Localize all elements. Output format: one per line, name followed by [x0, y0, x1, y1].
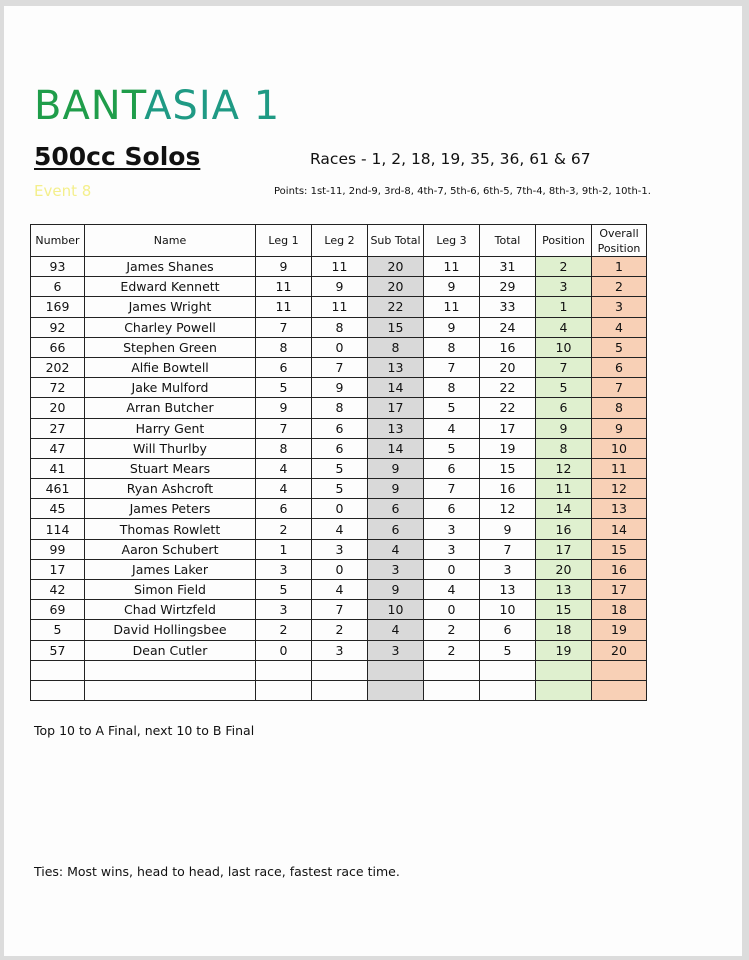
table-row	[31, 680, 647, 700]
cell-position: 6	[536, 398, 592, 418]
cell-name: Chad Wirtzfeld	[85, 600, 256, 620]
cell-leg1: 11	[256, 297, 312, 317]
cell-overall: 1	[592, 257, 647, 277]
cell-leg1: 4	[256, 458, 312, 478]
table-row	[31, 398, 647, 418]
empty-cell	[592, 680, 647, 700]
cell-total: 17	[480, 418, 536, 438]
cell-name: James Laker	[85, 559, 256, 579]
cell-number: 47	[31, 438, 85, 458]
cell-name: James Wright	[85, 297, 256, 317]
cell-leg1: 3	[256, 600, 312, 620]
empty-cell	[424, 660, 480, 680]
cell-leg3: 9	[424, 277, 480, 297]
cell-overall: 10	[592, 438, 647, 458]
table-row	[31, 640, 647, 660]
table-row	[31, 600, 647, 620]
cell-leg3: 11	[424, 297, 480, 317]
empty-cell	[31, 680, 85, 700]
empty-cell	[536, 660, 592, 680]
cell-leg1: 1	[256, 539, 312, 559]
header-overall-line2: Position	[597, 241, 641, 255]
cell-name: Edward Kennett	[85, 277, 256, 297]
cell-number: 72	[31, 378, 85, 398]
cell-leg2: 9	[312, 378, 368, 398]
cell-total: 10	[480, 600, 536, 620]
header-number: Number	[31, 225, 85, 257]
header-name: Name	[85, 225, 256, 257]
cell-leg2: 9	[312, 277, 368, 297]
cell-total: 12	[480, 499, 536, 519]
races-list: Races - 1, 2, 18, 19, 35, 36, 61 & 67	[310, 150, 591, 168]
cell-leg1: 7	[256, 317, 312, 337]
cell-position: 3	[536, 277, 592, 297]
cell-leg1: 7	[256, 418, 312, 438]
finals-note: Top 10 to A Final, next 10 to B Final	[34, 723, 255, 738]
cell-leg2: 8	[312, 317, 368, 337]
ties-note: Ties: Most wins, head to head, last race, fastest race time.	[34, 864, 400, 879]
table-row	[31, 438, 647, 458]
table-row	[31, 519, 647, 539]
cell-name: Charley Powell	[85, 317, 256, 337]
cell-subtotal: 3	[368, 559, 424, 579]
cell-leg1: 11	[256, 277, 312, 297]
results-sheet	[4, 6, 742, 956]
cell-number: 99	[31, 539, 85, 559]
cell-leg2: 7	[312, 600, 368, 620]
empty-cell	[480, 680, 536, 700]
cell-name: Jake Mulford	[85, 378, 256, 398]
cell-leg2: 4	[312, 519, 368, 539]
cell-leg1: 5	[256, 580, 312, 600]
cell-total: 24	[480, 317, 536, 337]
cell-position: 11	[536, 479, 592, 499]
empty-cell	[368, 660, 424, 680]
cell-subtotal: 4	[368, 620, 424, 640]
header-leg2: Leg 2	[312, 225, 368, 257]
cell-total: 22	[480, 398, 536, 418]
cell-position: 7	[536, 357, 592, 377]
cell-leg3: 3	[424, 519, 480, 539]
cell-name: James Peters	[85, 499, 256, 519]
cell-leg1: 5	[256, 378, 312, 398]
empty-cell	[480, 660, 536, 680]
cell-leg1: 4	[256, 479, 312, 499]
cell-overall: 5	[592, 337, 647, 357]
empty-cell	[31, 660, 85, 680]
cell-name: Will Thurlby	[85, 438, 256, 458]
cell-leg2: 11	[312, 297, 368, 317]
cell-leg3: 11	[424, 257, 480, 277]
class-title: 500cc Solos	[34, 142, 201, 171]
cell-overall: 2	[592, 277, 647, 297]
cell-leg2: 7	[312, 357, 368, 377]
cell-total: 31	[480, 257, 536, 277]
cell-number: 93	[31, 257, 85, 277]
table-row	[31, 257, 647, 277]
cell-leg1: 6	[256, 499, 312, 519]
cell-leg3: 4	[424, 580, 480, 600]
cell-leg2: 0	[312, 337, 368, 357]
empty-cell	[256, 660, 312, 680]
results-table	[30, 224, 647, 701]
cell-leg2: 3	[312, 539, 368, 559]
event-label: Event 8	[34, 182, 92, 200]
cell-number: 45	[31, 499, 85, 519]
cell-total: 13	[480, 580, 536, 600]
table-row	[31, 357, 647, 377]
cell-total: 6	[480, 620, 536, 640]
cell-leg2: 3	[312, 640, 368, 660]
cell-total: 9	[480, 519, 536, 539]
table-row	[31, 660, 647, 680]
cell-leg3: 7	[424, 357, 480, 377]
table-row	[31, 479, 647, 499]
cell-leg1: 0	[256, 640, 312, 660]
cell-name: Thomas Rowlett	[85, 519, 256, 539]
cell-leg1: 8	[256, 438, 312, 458]
cell-subtotal: 17	[368, 398, 424, 418]
cell-position: 12	[536, 458, 592, 478]
cell-position: 16	[536, 519, 592, 539]
cell-leg2: 5	[312, 479, 368, 499]
cell-position: 13	[536, 580, 592, 600]
cell-number: 92	[31, 317, 85, 337]
table-row	[31, 458, 647, 478]
cell-subtotal: 15	[368, 317, 424, 337]
cell-leg2: 0	[312, 499, 368, 519]
cell-subtotal: 6	[368, 519, 424, 539]
cell-leg2: 5	[312, 458, 368, 478]
cell-name: David Hollingsbee	[85, 620, 256, 640]
header-subtotal: Sub Total	[368, 225, 424, 257]
cell-position: 1	[536, 297, 592, 317]
cell-position: 2	[536, 257, 592, 277]
cell-subtotal: 8	[368, 337, 424, 357]
cell-subtotal: 4	[368, 539, 424, 559]
meeting-title-part-1: BANT	[34, 83, 145, 129]
meeting-title	[34, 84, 280, 128]
results-body	[31, 257, 647, 701]
cell-total: 16	[480, 337, 536, 357]
cell-leg3: 8	[424, 337, 480, 357]
cell-subtotal: 20	[368, 257, 424, 277]
cell-total: 29	[480, 277, 536, 297]
cell-leg2: 6	[312, 438, 368, 458]
cell-overall: 4	[592, 317, 647, 337]
cell-leg1: 9	[256, 398, 312, 418]
cell-overall: 20	[592, 640, 647, 660]
cell-number: 27	[31, 418, 85, 438]
cell-position: 4	[536, 317, 592, 337]
empty-cell	[85, 680, 256, 700]
cell-leg3: 3	[424, 539, 480, 559]
cell-total: 5	[480, 640, 536, 660]
cell-leg3: 5	[424, 438, 480, 458]
cell-number: 41	[31, 458, 85, 478]
table-row	[31, 277, 647, 297]
cell-leg2: 0	[312, 559, 368, 579]
empty-cell	[256, 680, 312, 700]
cell-total: 15	[480, 458, 536, 478]
cell-leg3: 2	[424, 620, 480, 640]
cell-leg3: 6	[424, 499, 480, 519]
cell-name: Simon Field	[85, 580, 256, 600]
cell-name: Stuart Mears	[85, 458, 256, 478]
cell-number: 20	[31, 398, 85, 418]
cell-position: 19	[536, 640, 592, 660]
cell-position: 8	[536, 438, 592, 458]
cell-position: 9	[536, 418, 592, 438]
cell-leg3: 7	[424, 479, 480, 499]
table-row	[31, 620, 647, 640]
cell-overall: 15	[592, 539, 647, 559]
cell-subtotal: 20	[368, 277, 424, 297]
header-total: Total	[480, 225, 536, 257]
cell-leg2: 2	[312, 620, 368, 640]
cell-subtotal: 14	[368, 438, 424, 458]
cell-leg3: 5	[424, 398, 480, 418]
table-row	[31, 297, 647, 317]
cell-leg3: 2	[424, 640, 480, 660]
cell-leg2: 8	[312, 398, 368, 418]
cell-position: 20	[536, 559, 592, 579]
cell-subtotal: 9	[368, 458, 424, 478]
cell-overall: 18	[592, 600, 647, 620]
cell-overall: 9	[592, 418, 647, 438]
cell-leg1: 6	[256, 357, 312, 377]
cell-subtotal: 3	[368, 640, 424, 660]
table-row	[31, 337, 647, 357]
cell-subtotal: 13	[368, 418, 424, 438]
cell-leg3: 0	[424, 600, 480, 620]
cell-subtotal: 6	[368, 499, 424, 519]
table-row	[31, 378, 647, 398]
cell-leg2: 11	[312, 257, 368, 277]
cell-overall: 3	[592, 297, 647, 317]
cell-name: Arran Butcher	[85, 398, 256, 418]
table-row	[31, 317, 647, 337]
table-row	[31, 499, 647, 519]
cell-overall: 6	[592, 357, 647, 377]
header-overall-position	[592, 225, 647, 257]
cell-overall: 12	[592, 479, 647, 499]
cell-total: 20	[480, 357, 536, 377]
table-row	[31, 580, 647, 600]
cell-number: 114	[31, 519, 85, 539]
header-position: Position	[536, 225, 592, 257]
cell-position: 14	[536, 499, 592, 519]
cell-leg3: 0	[424, 559, 480, 579]
cell-total: 19	[480, 438, 536, 458]
cell-position: 18	[536, 620, 592, 640]
cell-subtotal: 22	[368, 297, 424, 317]
cell-overall: 16	[592, 559, 647, 579]
cell-number: 66	[31, 337, 85, 357]
empty-cell	[536, 680, 592, 700]
cell-leg2: 6	[312, 418, 368, 438]
empty-cell	[368, 680, 424, 700]
cell-overall: 11	[592, 458, 647, 478]
cell-number: 57	[31, 640, 85, 660]
cell-number: 17	[31, 559, 85, 579]
points-scale: Points: 1st-11, 2nd-9, 3rd-8, 4th-7, 5th-6, 6th-5, 7th-4, 8th-3, 9th-2, 10th-1.	[274, 186, 651, 197]
table-row	[31, 559, 647, 579]
cell-overall: 19	[592, 620, 647, 640]
cell-subtotal: 14	[368, 378, 424, 398]
cell-leg3: 4	[424, 418, 480, 438]
meeting-title-part-2: ASIA 1	[144, 83, 281, 129]
empty-cell	[312, 660, 368, 680]
cell-number: 42	[31, 580, 85, 600]
cell-leg1: 8	[256, 337, 312, 357]
cell-leg2: 4	[312, 580, 368, 600]
cell-name: Stephen Green	[85, 337, 256, 357]
cell-position: 5	[536, 378, 592, 398]
cell-number: 461	[31, 479, 85, 499]
cell-position: 15	[536, 600, 592, 620]
cell-number: 5	[31, 620, 85, 640]
header-leg3: Leg 3	[424, 225, 480, 257]
table-row	[31, 418, 647, 438]
cell-number: 202	[31, 357, 85, 377]
cell-leg3: 8	[424, 378, 480, 398]
cell-total: 16	[480, 479, 536, 499]
cell-overall: 17	[592, 580, 647, 600]
table-header-row	[31, 225, 647, 257]
table-row	[31, 539, 647, 559]
cell-total: 33	[480, 297, 536, 317]
empty-cell	[424, 680, 480, 700]
cell-leg1: 9	[256, 257, 312, 277]
cell-number: 6	[31, 277, 85, 297]
cell-name: Alfie Bowtell	[85, 357, 256, 377]
header-leg1: Leg 1	[256, 225, 312, 257]
cell-leg1: 2	[256, 519, 312, 539]
cell-total: 3	[480, 559, 536, 579]
header-overall-line1: Overall	[599, 226, 639, 240]
cell-name: Dean Cutler	[85, 640, 256, 660]
cell-number: 69	[31, 600, 85, 620]
cell-leg3: 9	[424, 317, 480, 337]
cell-overall: 14	[592, 519, 647, 539]
empty-cell	[592, 660, 647, 680]
cell-leg1: 3	[256, 559, 312, 579]
cell-total: 7	[480, 539, 536, 559]
cell-subtotal: 9	[368, 479, 424, 499]
empty-cell	[85, 660, 256, 680]
cell-leg1: 2	[256, 620, 312, 640]
cell-total: 22	[480, 378, 536, 398]
cell-overall: 13	[592, 499, 647, 519]
cell-position: 17	[536, 539, 592, 559]
cell-subtotal: 9	[368, 580, 424, 600]
cell-leg3: 6	[424, 458, 480, 478]
cell-subtotal: 10	[368, 600, 424, 620]
cell-number: 169	[31, 297, 85, 317]
empty-cell	[312, 680, 368, 700]
cell-name: Ryan Ashcroft	[85, 479, 256, 499]
cell-subtotal: 13	[368, 357, 424, 377]
cell-overall: 7	[592, 378, 647, 398]
cell-name: Aaron Schubert	[85, 539, 256, 559]
cell-overall: 8	[592, 398, 647, 418]
cell-name: Harry Gent	[85, 418, 256, 438]
cell-name: James Shanes	[85, 257, 256, 277]
cell-position: 10	[536, 337, 592, 357]
